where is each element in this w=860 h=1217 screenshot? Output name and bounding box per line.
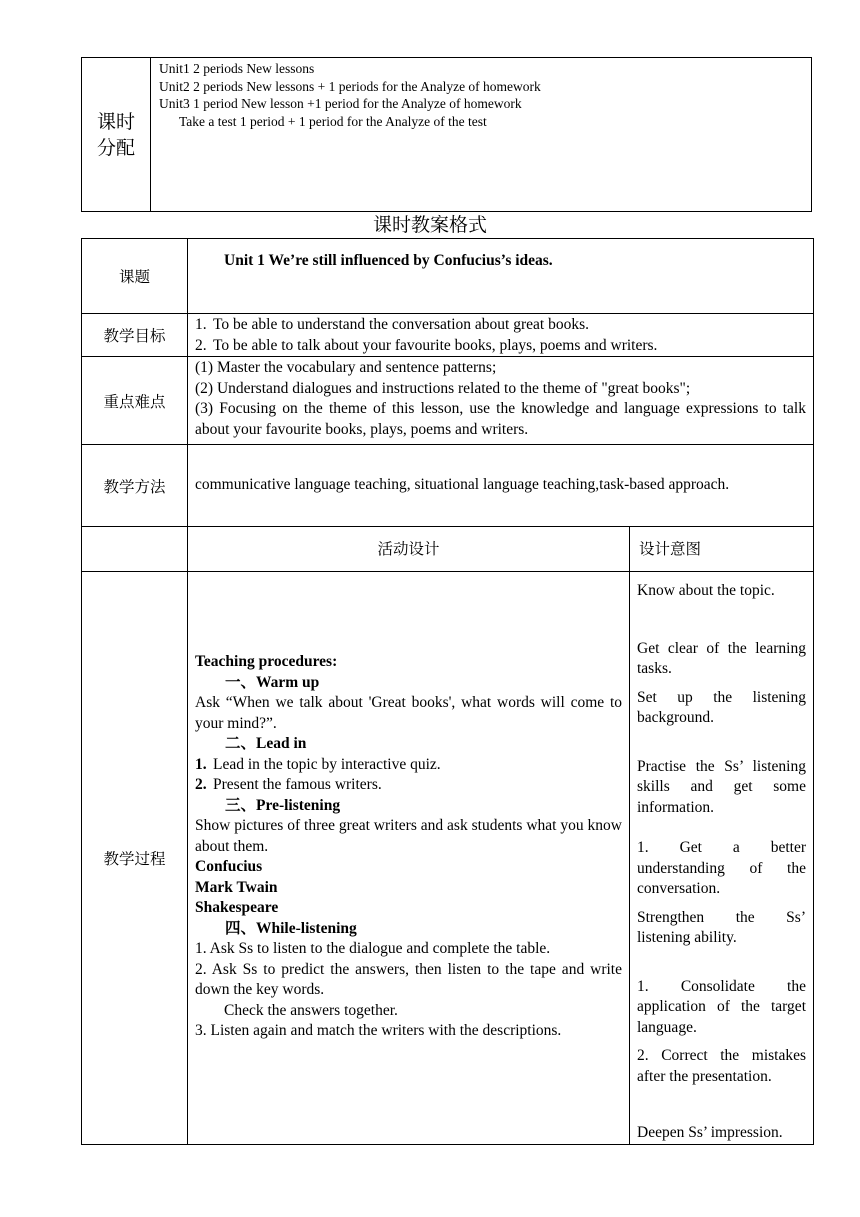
goal-item: 1. To be able to understand the conversation about great books. <box>195 316 589 333</box>
allocation-table <box>81 57 812 212</box>
whilelistening-item: 3. Listen again and match the writers with the descriptions. <box>195 1022 562 1039</box>
leadin-item: 1. Lead in the topic by interactive quiz. <box>195 755 441 773</box>
purpose-item: 2. Correct the mistakes after the presentation. <box>637 1047 806 1085</box>
method-value: communicative language teaching, situational language teaching,task-based approach. <box>188 445 814 527</box>
activity-header: 活动设计 <box>188 527 630 572</box>
method-row <box>82 445 814 527</box>
purpose-item: 1. Get a better understanding of the conversation. <box>637 839 806 897</box>
purpose-item: Strengthen the Ss’ listening ability. <box>637 908 806 946</box>
allocation-label-line2: 分配 <box>96 136 135 159</box>
goals-list <box>188 314 814 357</box>
empty-header-cell <box>82 527 188 572</box>
writer-name: Shakespeare <box>195 899 279 916</box>
purposes-cell <box>630 572 814 1145</box>
key-point-item: (2) Understand dialogues and instructions related to the theme of "great books"; <box>195 379 691 397</box>
writer-name: Confucius <box>195 858 263 875</box>
procedures-heading: Teaching procedures: <box>195 653 338 670</box>
purpose-item: Set up the listening background. <box>637 688 806 726</box>
purpose-item: 1. Consolidate the application of the target language. <box>637 977 806 1036</box>
whilelistening-title: 四、While-listening <box>225 919 357 937</box>
key-point-item: (3) Focusing on the theme of this lesson, use the knowledge and language expressions to talk about your favourite books, plays, poems and writers. <box>195 400 806 438</box>
key-points-list <box>188 357 814 445</box>
allocation-label-line1: 课时 <box>96 110 135 133</box>
whilelistening-item: 1. Ask Ss to listen to the dialogue and complete the table. <box>195 940 551 957</box>
goals-label: 教学目标 <box>82 314 188 357</box>
leadin-title: 二、Lead in <box>225 735 307 752</box>
purpose-item: Know about the topic. <box>637 582 775 599</box>
key-points-row <box>82 357 814 445</box>
warmup-text: Ask “When we talk about 'Great books', what words will come to your mind?”. <box>195 694 622 732</box>
topic-value: Unit 1 We’re still influenced by Confucius’s ideas. <box>188 239 814 314</box>
purpose-header: 设计意图 <box>630 527 814 572</box>
process-row <box>82 572 814 1145</box>
topic-row <box>82 239 814 314</box>
purpose-item: Practise the Ss’ listening skills and get some information. <box>637 757 806 816</box>
allocation-line-4: Take a test 1 period + 1 period for the Analyze of the test <box>179 113 487 129</box>
allocation-label <box>82 58 151 212</box>
prelistening-title: 三、Pre-listening <box>225 796 341 814</box>
key-points-label: 重点难点 <box>82 357 188 445</box>
allocation-line-2: Unit2 2 periods New lessons + 1 periods for the Analyze of homework <box>159 78 541 94</box>
purpose-item: Deepen Ss’ impression. <box>637 1124 783 1141</box>
lesson-plan-table <box>81 238 814 1145</box>
prelistening-text: Show pictures of three great writers and ask students what you know about them. <box>195 817 622 855</box>
key-point-item: (1) Master the vocabulary and sentence patterns; <box>195 359 497 376</box>
process-label: 教学过程 <box>82 572 188 1145</box>
allocation-line-3: Unit3 1 period New lesson +1 period for the Analyze of homework <box>159 96 522 111</box>
goal-item: 2. To be able to talk about your favourite books, plays, poems and writers. <box>195 336 658 354</box>
goals-row <box>82 314 814 357</box>
leadin-item: 2. Present the famous writers. <box>195 776 382 793</box>
document-title: 课时教案格式 <box>372 214 487 236</box>
topic-label: 课题 <box>82 239 188 314</box>
whilelistening-item: 2. Ask Ss to predict the answers, then listen to the tape and write down the key words. <box>195 960 622 998</box>
procedures-cell <box>188 572 630 1145</box>
activity-header-row <box>82 527 814 572</box>
allocation-line-1: Unit1 2 periods New lessons <box>159 61 315 76</box>
allocation-content <box>151 58 812 212</box>
purpose-item: Get clear of the learning tasks. <box>637 639 806 677</box>
check-text: Check the answers together. <box>224 1001 398 1019</box>
method-label: 教学方法 <box>82 445 188 527</box>
warmup-title: 一、Warm up <box>225 673 320 691</box>
writer-name: Mark Twain <box>195 878 278 896</box>
